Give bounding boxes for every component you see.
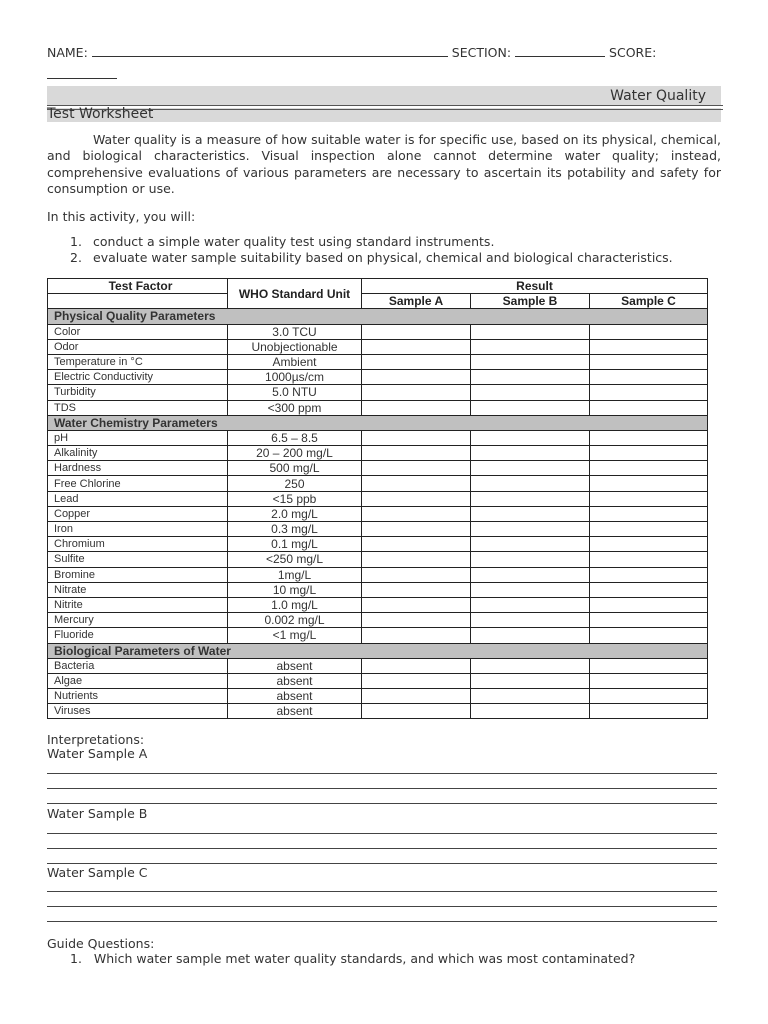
result-cell-sample-b[interactable] xyxy=(471,506,590,521)
sample-a-label: Water Sample A xyxy=(47,746,148,761)
intro-paragraph: Water quality is a measure of how suitable water is for specific use, based on its physical, chemical, and biological characteristics. Visual inspection alone cannot determine water quality; instead, comprehensive evaluations of various parameters are necessary to ascertain its potability and safety for consumption or use. xyxy=(47,132,721,196)
test-factor-cell: Nutrients xyxy=(48,689,228,704)
score-field[interactable] xyxy=(47,66,117,79)
table-row xyxy=(48,658,708,673)
interpretations-heading: Interpretations: xyxy=(47,732,145,747)
test-factor-cell: Chromium xyxy=(48,537,228,552)
table-row xyxy=(48,628,708,643)
result-cell-sample-b[interactable] xyxy=(471,613,590,628)
result-cell-sample-b[interactable] xyxy=(471,370,590,385)
who-standard-cell: 1.0 mg/L xyxy=(228,597,362,612)
table-row xyxy=(48,385,708,400)
result-cell-sample-a[interactable] xyxy=(362,476,471,491)
table-row xyxy=(48,689,708,704)
result-cell-sample-b[interactable] xyxy=(471,446,590,461)
section-title: Water Chemistry Parameters xyxy=(48,415,708,430)
result-cell-sample-a[interactable] xyxy=(362,430,471,445)
result-cell-sample-b[interactable] xyxy=(471,552,590,567)
result-cell-sample-c[interactable] xyxy=(590,324,708,339)
who-standard-cell: absent xyxy=(228,689,362,704)
test-factor-cell: Viruses xyxy=(48,704,228,719)
result-cell-sample-a[interactable] xyxy=(362,658,471,673)
result-cell-sample-c[interactable] xyxy=(590,491,708,506)
who-standard-cell: <250 mg/L xyxy=(228,552,362,567)
table-row xyxy=(48,506,708,521)
result-cell-sample-b[interactable] xyxy=(471,461,590,476)
result-cell-sample-b[interactable] xyxy=(471,339,590,354)
table-row xyxy=(48,552,708,567)
answer-line[interactable] xyxy=(47,921,717,922)
page-title-line2: Test Worksheet xyxy=(47,106,154,122)
result-cell-sample-c[interactable] xyxy=(590,354,708,369)
test-factor-cell: Mercury xyxy=(48,613,228,628)
result-cell-sample-c[interactable] xyxy=(590,385,708,400)
who-standard-cell: absent xyxy=(228,704,362,719)
result-cell-sample-a[interactable] xyxy=(362,461,471,476)
who-standard-cell: 1mg/L xyxy=(228,567,362,582)
result-cell-sample-c[interactable] xyxy=(590,613,708,628)
section-title: Biological Parameters of Water xyxy=(48,643,708,658)
result-cell-sample-a[interactable] xyxy=(362,537,471,552)
result-cell-sample-a[interactable] xyxy=(362,400,471,415)
question-text: Which water sample met water quality standards, and which was most contaminated? xyxy=(93,951,636,966)
who-standard-cell: absent xyxy=(228,658,362,673)
result-cell-sample-b[interactable] xyxy=(471,385,590,400)
who-standard-cell: 3.0 TCU xyxy=(228,324,362,339)
section-label: SECTION: xyxy=(451,45,512,60)
who-standard-cell: 20 – 200 mg/L xyxy=(228,446,362,461)
list-item: 1. conduct a simple water quality test using standard instruments. xyxy=(70,234,495,249)
section-field[interactable] xyxy=(515,44,605,57)
table-row xyxy=(48,567,708,582)
guide-heading: Guide Questions: xyxy=(47,936,155,951)
table-row xyxy=(48,491,708,506)
test-factor-cell: Sulfite xyxy=(48,552,228,567)
result-cell-sample-b[interactable] xyxy=(471,476,590,491)
section-row xyxy=(48,309,708,324)
section-title: Physical Quality Parameters xyxy=(48,309,708,324)
result-cell-sample-b[interactable] xyxy=(471,354,590,369)
test-factor-cell: Bromine xyxy=(48,567,228,582)
name-field[interactable] xyxy=(92,44,448,57)
section-row xyxy=(48,643,708,658)
score-label: SCORE: xyxy=(609,45,657,60)
result-cell-sample-a[interactable] xyxy=(362,385,471,400)
list-item: 2. evaluate water sample suitability based on physical, chemical and biological characteristics. xyxy=(70,250,673,265)
result-cell-sample-c[interactable] xyxy=(590,339,708,354)
test-factor-cell: Lead xyxy=(48,491,228,506)
table-row xyxy=(48,582,708,597)
guide-questions xyxy=(47,936,635,966)
result-cell-sample-a[interactable] xyxy=(362,324,471,339)
table-row xyxy=(48,461,708,476)
result-cell-sample-b[interactable] xyxy=(471,689,590,704)
test-factor-cell: Odor xyxy=(48,339,228,354)
result-cell-sample-c[interactable] xyxy=(590,537,708,552)
result-cell-sample-c[interactable] xyxy=(590,628,708,643)
who-standard-cell: Ambient xyxy=(228,354,362,369)
test-factor-cell: TDS xyxy=(48,400,228,415)
result-cell-sample-c[interactable] xyxy=(590,522,708,537)
result-cell-sample-c[interactable] xyxy=(590,704,708,719)
who-standard-cell: 0.3 mg/L xyxy=(228,522,362,537)
result-cell-sample-a[interactable] xyxy=(362,339,471,354)
result-cell-sample-a[interactable] xyxy=(362,370,471,385)
test-factor-cell: pH xyxy=(48,430,228,445)
test-factor-cell: Fluoride xyxy=(48,628,228,643)
answer-line[interactable] xyxy=(47,906,717,907)
header-sample-b: Sample B xyxy=(471,294,590,309)
header-sample-c: Sample C xyxy=(590,294,708,309)
result-cell-sample-b[interactable] xyxy=(471,537,590,552)
result-cell-sample-c[interactable] xyxy=(590,400,708,415)
result-cell-sample-b[interactable] xyxy=(471,628,590,643)
answer-line[interactable] xyxy=(47,891,717,892)
result-cell-sample-a[interactable] xyxy=(362,673,471,688)
test-factor-cell: Color xyxy=(48,324,228,339)
result-cell-sample-a[interactable] xyxy=(362,354,471,369)
table-row xyxy=(48,370,708,385)
table-row xyxy=(48,354,708,369)
header-blank xyxy=(48,294,228,309)
answer-line[interactable] xyxy=(47,803,717,804)
result-cell-sample-b[interactable] xyxy=(471,582,590,597)
test-factor-cell: Iron xyxy=(48,522,228,537)
name-label: NAME: xyxy=(47,45,88,60)
who-standard-cell: 5.0 NTU xyxy=(228,385,362,400)
sample-b-label: Water Sample B xyxy=(47,806,148,821)
table-row xyxy=(48,400,708,415)
result-cell-sample-c[interactable] xyxy=(590,476,708,491)
activity-list xyxy=(47,234,727,266)
result-cell-sample-a[interactable] xyxy=(362,446,471,461)
test-factor-cell: Turbidity xyxy=(48,385,228,400)
who-standard-cell: <1 mg/L xyxy=(228,628,362,643)
table-row xyxy=(48,522,708,537)
student-info-header xyxy=(47,42,727,86)
who-standard-cell: 1000µs/cm xyxy=(228,370,362,385)
result-cell-sample-c[interactable] xyxy=(590,370,708,385)
who-standard-cell: <300 ppm xyxy=(228,400,362,415)
table-row xyxy=(48,597,708,612)
answer-line[interactable] xyxy=(47,833,717,834)
who-standard-cell: Unobjectionable xyxy=(228,339,362,354)
result-cell-sample-a[interactable] xyxy=(362,506,471,521)
title-bar xyxy=(47,86,721,106)
who-standard-cell: 6.5 – 8.5 xyxy=(228,430,362,445)
result-cell-sample-c[interactable] xyxy=(590,673,708,688)
who-standard-cell: 0.002 mg/L xyxy=(228,613,362,628)
header-result: Result xyxy=(362,279,708,294)
table-row xyxy=(48,446,708,461)
test-factor-cell: Free Chlorine xyxy=(48,476,228,491)
result-cell-sample-b[interactable] xyxy=(471,673,590,688)
test-factor-cell: Algae xyxy=(48,673,228,688)
table-row xyxy=(48,613,708,628)
sample-c-label: Water Sample C xyxy=(47,865,148,880)
table-row xyxy=(48,537,708,552)
result-cell-sample-b[interactable] xyxy=(471,400,590,415)
answer-line[interactable] xyxy=(47,788,717,789)
result-cell-sample-c[interactable] xyxy=(590,689,708,704)
who-standard-cell: 10 mg/L xyxy=(228,582,362,597)
who-standard-cell: 0.1 mg/L xyxy=(228,537,362,552)
result-cell-sample-c[interactable] xyxy=(590,430,708,445)
who-standard-cell: 250 xyxy=(228,476,362,491)
who-standard-cell: 2.0 mg/L xyxy=(228,506,362,521)
result-cell-sample-c[interactable] xyxy=(590,658,708,673)
result-cell-sample-a[interactable] xyxy=(362,628,471,643)
result-cell-sample-c[interactable] xyxy=(590,446,708,461)
result-cell-sample-a[interactable] xyxy=(362,552,471,567)
result-cell-sample-b[interactable] xyxy=(471,597,590,612)
table-row xyxy=(48,704,708,719)
table-row xyxy=(48,430,708,445)
result-cell-sample-b[interactable] xyxy=(471,430,590,445)
who-standard-cell: <15 ppb xyxy=(228,491,362,506)
test-factor-cell: Copper xyxy=(48,506,228,521)
result-cell-sample-c[interactable] xyxy=(590,506,708,521)
result-cell-sample-c[interactable] xyxy=(590,461,708,476)
table-row xyxy=(48,339,708,354)
test-factor-cell: Nitrate xyxy=(48,582,228,597)
activity-lead: In this activity, you will: xyxy=(47,209,196,224)
header-test-factor: Test Factor xyxy=(48,279,228,294)
answer-line[interactable] xyxy=(47,848,717,849)
guide-question-1 xyxy=(47,951,635,966)
result-cell-sample-a[interactable] xyxy=(362,567,471,582)
answer-line[interactable] xyxy=(47,773,717,774)
result-cell-sample-c[interactable] xyxy=(590,552,708,567)
result-cell-sample-a[interactable] xyxy=(362,689,471,704)
result-cell-sample-a[interactable] xyxy=(362,522,471,537)
result-cell-sample-b[interactable] xyxy=(471,491,590,506)
result-cell-sample-c[interactable] xyxy=(590,582,708,597)
answer-line[interactable] xyxy=(47,863,717,864)
test-factor-cell: Hardness xyxy=(48,461,228,476)
who-standard-cell: absent xyxy=(228,673,362,688)
test-factor-cell: Nitrite xyxy=(48,597,228,612)
result-cell-sample-a[interactable] xyxy=(362,491,471,506)
result-cell-sample-b[interactable] xyxy=(471,658,590,673)
test-factor-cell: Temperature in °C xyxy=(48,354,228,369)
result-cell-sample-a[interactable] xyxy=(362,704,471,719)
section-row xyxy=(48,415,708,430)
question-number: 1. xyxy=(70,951,82,966)
page-title-line1: Water Quality xyxy=(610,88,706,104)
test-factor-cell: Alkalinity xyxy=(48,446,228,461)
header-sample-a: Sample A xyxy=(362,294,471,309)
result-cell-sample-a[interactable] xyxy=(362,613,471,628)
result-cell-sample-a[interactable] xyxy=(362,582,471,597)
test-factor-cell: Electric Conductivity xyxy=(48,370,228,385)
result-cell-sample-c[interactable] xyxy=(590,567,708,582)
header-who-standard: WHO Standard Unit xyxy=(228,279,362,309)
table-row xyxy=(48,476,708,491)
table-row xyxy=(48,324,708,339)
result-cell-sample-c[interactable] xyxy=(590,597,708,612)
result-cell-sample-b[interactable] xyxy=(471,522,590,537)
table-row xyxy=(48,673,708,688)
who-standard-cell: 500 mg/L xyxy=(228,461,362,476)
water-quality-table xyxy=(47,278,708,719)
result-cell-sample-b[interactable] xyxy=(471,567,590,582)
result-cell-sample-a[interactable] xyxy=(362,597,471,612)
result-cell-sample-b[interactable] xyxy=(471,324,590,339)
test-factor-cell: Bacteria xyxy=(48,658,228,673)
result-cell-sample-b[interactable] xyxy=(471,704,590,719)
